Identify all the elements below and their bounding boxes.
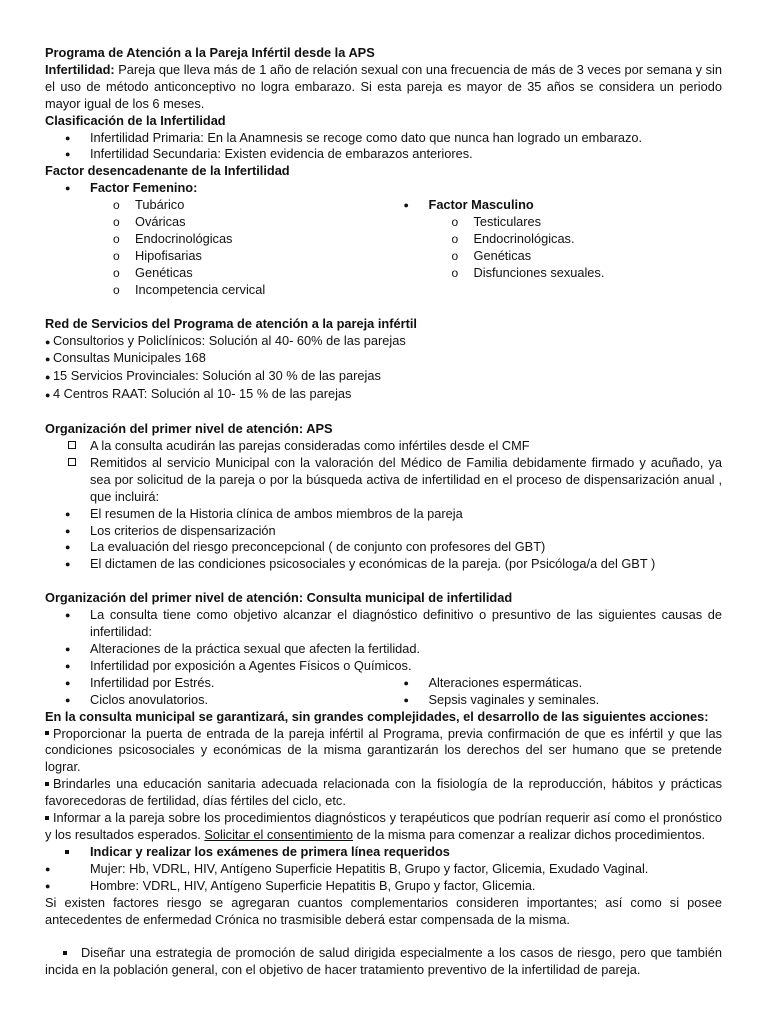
list-item: ● La consulta tiene como objetivo alcanzar el diagnóstico definitivo o presuntivo de las siguientes causas de infertilidad: [65,607,722,640]
list-item: A la consulta acudirán las parejas consideradas como infértiles desde el CMF [45,438,722,455]
list-item: ● El resumen de la Historia clínica de ambos miembros de la pareja [65,505,463,521]
list-item: ● Los criterios de dispensarización [65,522,276,538]
male-factor-column [384,180,723,298]
municipal-heading: Organización del primer nivel de atención: Consulta municipal de infertilidad [45,590,513,606]
complement-paragraph: Si existen factores riesgo se agregaran cuantos complementarios consideren importantes; así como si posee antecedentes de enfermedad Crónica no trasmisible deberá estar compensada de la misma. [45,894,722,927]
list-item: ● Infertilidad Secundaria: Existen evidencia de embarazos anteriores. [65,146,473,162]
list-item: ● Mujer: Hb, VDRL, HIV, Antígeno Superficie Hepatitis B, Grupo y factor, Glicemia, Exudado Vaginal. [45,860,649,876]
list-item: o Endocrinológicas [113,230,233,246]
action-paragraph: Informar a la pareja sobre los procedimientos diagnósticos y terapéuticos que podrían requerir así como el pronóstico y los resultados esperados. Solicitar el consentimiento de la misma para comenzar a realizar dichos procedimientos. [45,810,722,842]
list-item: o Tubárico [113,197,185,213]
list-item: o Genéticas [451,247,532,263]
list-item: ● 4 Centros RAAT: Solución al 10- 15 % de las parejas [45,386,352,402]
list-item: ● El dictamen de las condiciones psicosociales y económicas de la pareja. (por Psicóloga/a del GBT ) [65,556,656,572]
list-item: ● Consultas Municipales 168 [45,350,206,366]
network-heading: Red de Servicios del Programa de atención a la pareja infértil [45,315,417,331]
checkbox-icon [68,441,76,449]
list-item: ● Sepsis vaginales y seminales. [403,691,600,707]
list-item: ● Infertilidad por Estrés. [65,674,215,690]
list-item: ● Alteraciones de la práctica sexual que afecten la fertilidad. [65,641,421,656]
list-item: ● Ciclos anovulatorios. [65,691,209,707]
list-item: o Disfunciones sexuales. [451,264,605,280]
list-item: ● Alteraciones espermáticas. [403,674,583,690]
classification-heading: Clasificación de la Infertilidad [45,112,226,128]
list-item: ● 15 Servicios Provinciales: Solución al 30 % de las parejas [45,368,381,384]
definition-text: Pareja que lleva más de 1 año de relación sexual con una frecuencia de más de 3 veces por semana y sin el uso de método anticonceptivo no logra embarazo. Si esta pareja es mayor de 35 años se considera un periodo mayor igual de los 6 meses. [45,61,722,111]
action-paragraph: Proporcionar la puerta de entrada de la pareja infértil al Programa, previa confirmación de que es infértil y que las condiciones psicosociales y económicas de la misma garantizarán los derechos del ser humano que se pretende lograr. [45,725,722,775]
document-title: Programa de Atención a la Pareja Infértil desde la APS [45,45,375,60]
factors-heading: Factor desencadenante de la Infertilidad [45,163,290,179]
exams-heading: Indicar y realizar los exámenes de primera línea requeridos [45,844,722,861]
list-item: o Endocrinológicas. [451,231,575,247]
action-paragraph: Brindarles una educación sanitaria adecuada relacionada con la fisiología de la reproducción, hábitos y prácticas favorecedoras de fertilidad, días fértiles del ciclo, etc. [45,776,722,809]
list-item: Remitidos al servicio Municipal con la valoración del Médico de Familia debidamente firmado y acuñado, ya sea por solicitud de la pareja o por la búsqueda activa de infertilidad en el proceso de dispensarización anual , que incluirá: [45,455,722,506]
causes-row [45,675,722,692]
factors-columns [45,180,722,298]
list-item: o Ováricas [113,214,186,230]
checkbox-icon [68,458,76,466]
definition-term: Infertilidad: [45,61,115,77]
document-page [45,45,722,979]
list-item: o Incompetencia cervical [113,281,266,297]
list-item: ● Hombre: VDRL, HIV, Antígeno Superficie Hepatitis B, Grupo y factor, Glicemia. [45,877,536,893]
strategy-paragraph: Diseñar una estrategia de promoción de salud dirigida especialmente a los casos de riesgo, pero que también incida en la población general, con el objetivo de hacer tratamiento preventivo de la infertilidad de pareja. [45,945,722,978]
classification-list [45,130,722,164]
actions-heading: En la consulta municipal se garantizará, sin grandes complejidades, el desarrollo de las siguientes acciones: [45,708,709,724]
causes-row [45,692,722,709]
aps-heading: Organización del primer nivel de atención: APS [45,421,333,437]
list-item: ● Infertilidad por exposición a Agentes Físicos o Químicos. [65,657,412,673]
list-item: o Genéticas [113,264,193,280]
female-factor-label: ● Factor Femenino: [65,180,198,196]
female-factor-column [45,180,384,298]
infertility-definition [45,62,722,113]
list-item: ● Infertilidad Primaria: En la Anamnesis se recoge como dato que nunca han logrado un embarazo. [65,129,643,145]
list-item: o Testiculares [451,214,542,230]
list-item: o Hipofisarias [113,247,202,263]
list-item: ● Consultorios y Policlínicos: Solución al 40- 60% de las parejas [45,332,406,348]
list-item: ● La evaluación del riesgo preconcepcional ( de conjunto con profesores del GBT) [65,539,546,555]
male-factor-label: ● Factor Masculino [403,197,534,213]
